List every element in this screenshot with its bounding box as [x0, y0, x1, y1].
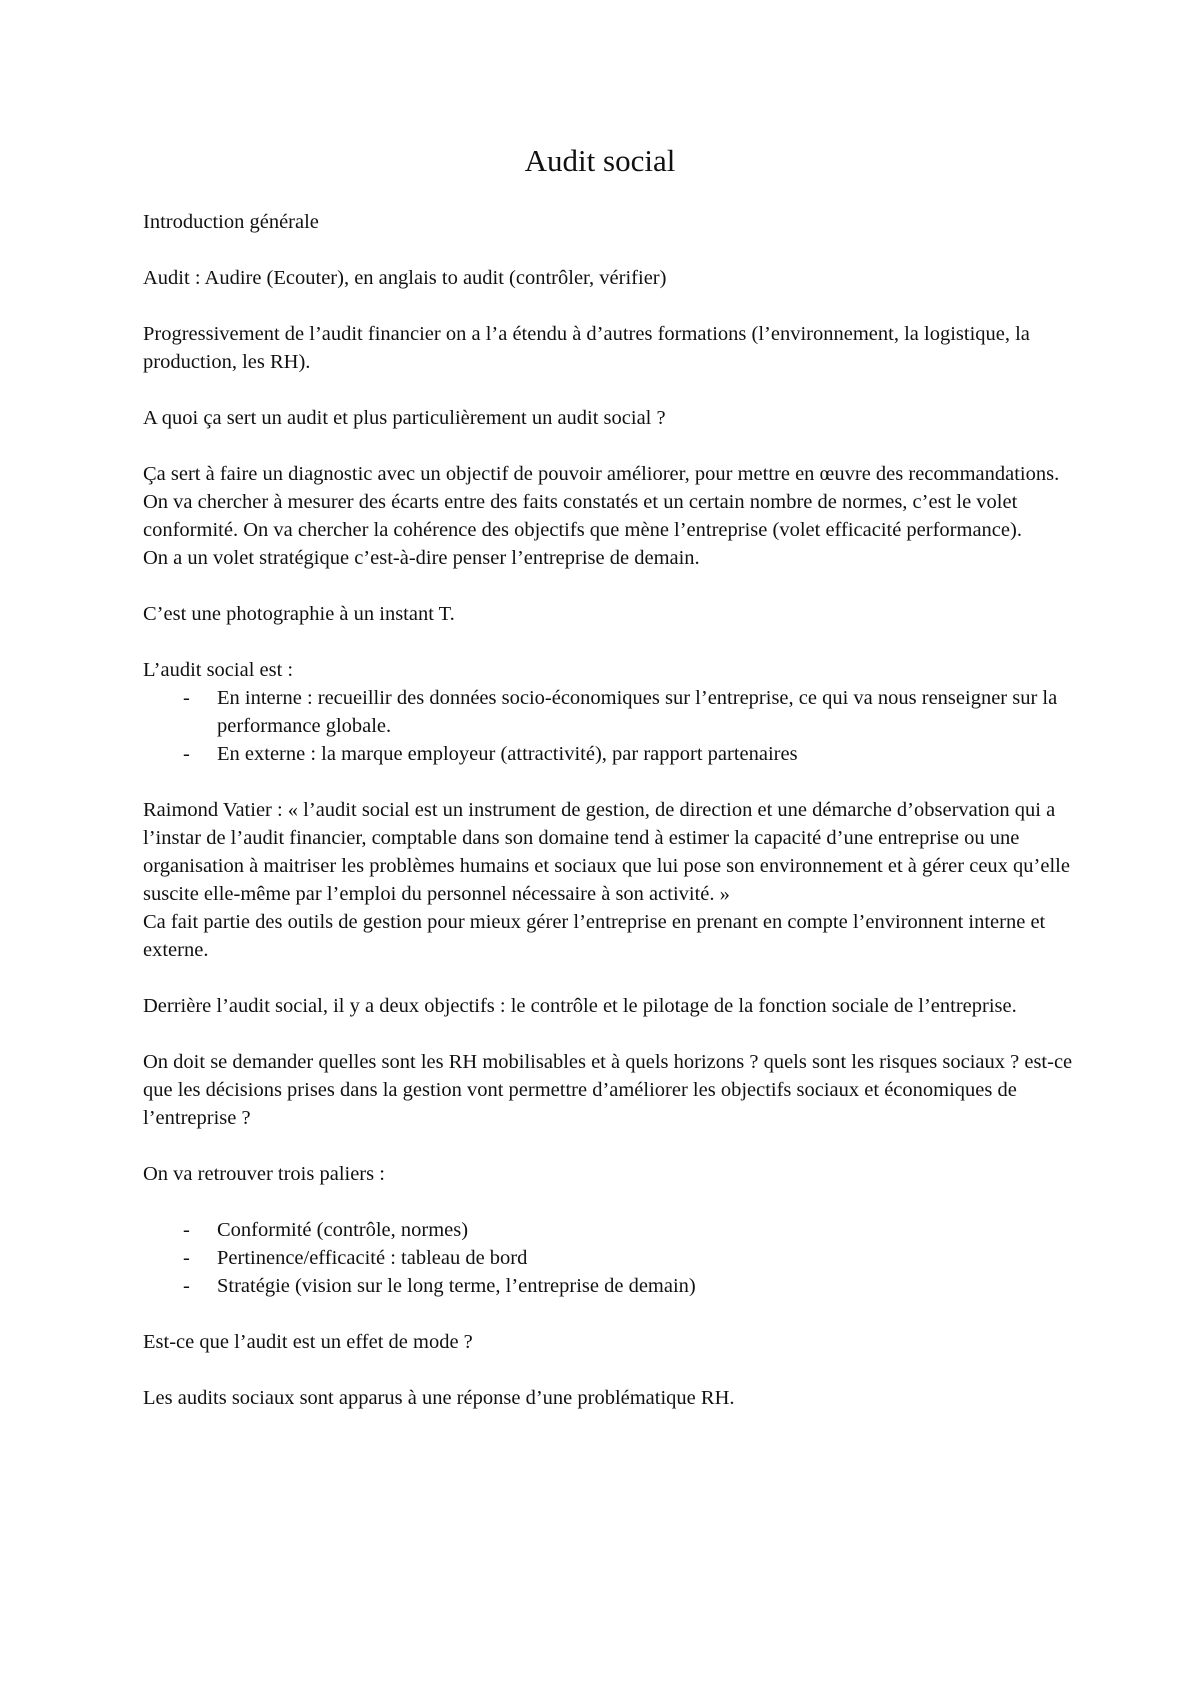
bullet-dash: -	[183, 1219, 190, 1241]
paragraph-audit-definition: Audit : Audire (Ecouter), en anglais to audit (contrôler, vérifier)	[143, 267, 667, 289]
list-item	[143, 740, 1073, 768]
paragraph-diagnostic: Ça sert à faire un diagnostic avec un objectif de pouvoir améliorer, pour mettre en œuvre des recommandations. On va chercher à mesurer des écarts entre des faits constatés et un certain nombre de normes, c’est le volet conformité. On va chercher la cohérence des objectifs que mène l’entreprise (volet efficacité performance).	[143, 463, 1060, 541]
paragraph-outils-gestion: Ca fait partie des outils de gestion pour mieux gérer l’entreprise en prenant en compte l’environnent interne et externe.	[143, 911, 1046, 961]
paragraph-photographie: C’est une photographie à un instant T.	[143, 603, 455, 625]
bullet-dash: -	[183, 1247, 190, 1269]
bullet-dash: -	[183, 687, 190, 709]
list-item	[143, 684, 1073, 740]
bullet-dash: -	[183, 1275, 190, 1297]
list-interne-externe	[143, 684, 1073, 768]
list-item	[143, 1272, 1073, 1300]
document-title: Audit social	[524, 143, 676, 178]
list-item-text: Stratégie (vision sur le long terme, l’entreprise de demain)	[217, 1275, 696, 1297]
paragraph-trois-paliers: On va retrouver trois paliers :	[143, 1163, 385, 1185]
intro-heading: Introduction générale	[143, 211, 319, 233]
list-item-text: En interne : recueillir des données socio-économiques sur l’entreprise, ce qui va nous renseigner sur la performance globale.	[217, 687, 1058, 737]
list-item	[143, 1244, 1073, 1272]
paragraph-effet-mode: Est-ce que l’audit est un effet de mode ?	[143, 1331, 473, 1353]
list-paliers	[143, 1216, 1073, 1300]
paragraph-progressivement: Progressivement de l’audit financier on a l’a étendu à d’autres formations (l’environnement, la logistique, la production, les RH).	[143, 323, 1030, 373]
document-body	[143, 208, 1073, 1440]
list-item	[143, 1216, 1073, 1244]
paragraph-vatier-quote: Raimond Vatier : « l’audit social est un instrument de gestion, de direction et une démarche d’observation qui a l’instar de l’audit financier, comptable dans son domaine tend à estimer la capacité d’une entreprise ou une organisation à maitriser les problèmes humains et sociaux que lui pose son environnement et à gérer ceux qu’elle suscite elle-même par l’emploi du personnel nécessaire à son activité. »	[143, 799, 1070, 905]
list-item-text: Conformité (contrôle, normes)	[217, 1219, 469, 1241]
paragraph-audit-social-est: L’audit social est :	[143, 659, 294, 681]
paragraph-questions-rh: On doit se demander quelles sont les RH mobilisables et à quels horizons ? quels sont les risques sociaux ? est-ce que les décisions prises dans la gestion vont permettre d’améliorer les objectifs sociaux et économiques de l’entreprise ?	[143, 1051, 1073, 1129]
paragraph-apparus: Les audits sociaux sont apparus à une réponse d’une problématique RH.	[143, 1387, 735, 1409]
paragraph-question-use: A quoi ça sert un audit et plus particulièrement un audit social ?	[143, 407, 666, 429]
list-item-text: En externe : la marque employeur (attractivité), par rapport partenaires	[217, 743, 798, 765]
paragraph-deux-objectifs: Derrière l’audit social, il y a deux objectifs : le contrôle et le pilotage de la fonction sociale de l’entreprise.	[143, 995, 1017, 1017]
list-item-text: Pertinence/efficacité : tableau de bord	[217, 1247, 528, 1269]
paragraph-strategique: On a un volet stratégique c’est-à-dire penser l’entreprise de demain.	[143, 547, 700, 569]
bullet-dash: -	[183, 743, 190, 765]
